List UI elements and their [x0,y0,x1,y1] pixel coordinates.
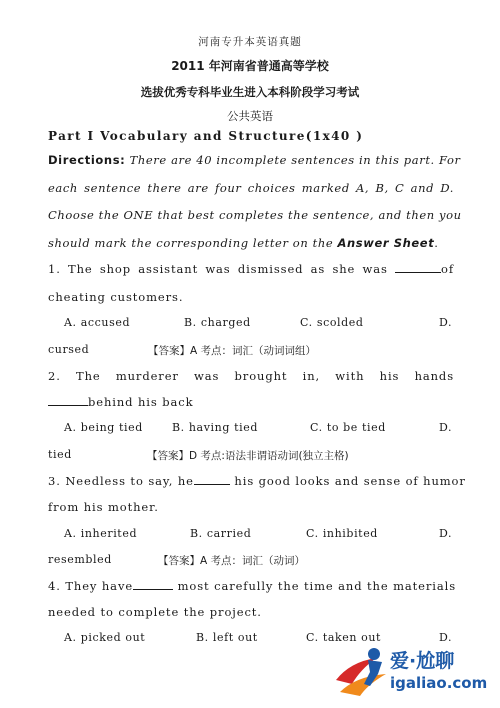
directions-label: Directions: [48,153,126,167]
question-4-stem-line-2: needed to complete the project. [48,605,262,619]
question-number: 4. [48,579,61,593]
question-1-option-b: B. charged [184,316,251,329]
question-2-answer: 【答案】D 考点:语法非谓语动词(独立主格) [147,450,349,462]
question-3-option-b: B. carried [190,527,252,540]
directions-text-4: should mark the corresponding letter on the [48,236,338,250]
question-4-option-c: C. taken out [306,631,382,644]
question-1-option-a: A. accused [64,316,131,329]
directions-text-1: There are 40 incomplete sentences in this part. For [129,153,461,167]
directions-line-2 [48,181,454,195]
exam-title: 2011 年河南省普通高等学校 [171,59,329,73]
question-1-option-d: D. [439,316,453,329]
question-3-stem [48,474,466,488]
question-3-option-d-text: resembled [48,553,112,566]
question-2-stem-line-2 [48,395,193,409]
question-4-text-end: most carefully the time and the materials [173,579,457,593]
part-title: Part Ⅰ Vocabulary and Structure(1x40 ) [48,129,364,143]
answer-sheet-label: Answer Sheet [337,236,435,250]
question-2-text: The murderer was brought in, with his hands [76,369,454,383]
question-3-text: Needless to say, he [65,474,194,488]
question-3-stem-line-2: from his mother. [48,500,159,514]
question-3-option-c: C. inhibited [306,527,378,540]
question-number: 1. [48,262,61,276]
question-number: 3. [48,474,61,488]
watermark-url: igaliao.com [390,674,488,692]
directions-text-2: each sentence there are four choices marked A, B, C and D. [48,181,454,195]
question-4-text: They have [65,579,134,593]
question-4-option-b: B. left out [196,631,258,644]
question-3-option-d: D. [439,527,453,540]
answer-blank [395,262,441,273]
question-1-stem [48,262,454,276]
subject-title: 公共英语 [227,109,273,123]
question-2-text-end: behind his back [88,395,194,409]
question-4-stem [48,579,457,593]
question-3-text-end: his good looks and sense of humor [229,474,466,488]
question-2-stem [48,369,454,383]
question-2-option-b: B. having tied [172,421,258,434]
watermark-brand: 爱·尬聊 [390,650,455,672]
question-1-answer: 【答案】A 考点：词汇（动词词组） [148,345,317,357]
logo-head [368,648,380,660]
question-2-option-d-text: tied [48,448,72,461]
question-4-option-d: D. [439,631,453,644]
question-3-answer: 【答案】A 考点：词汇（动词） [158,555,306,567]
directions-line-1 [48,153,461,167]
directions-line-3 [48,208,462,222]
question-2-option-d: D. [439,421,453,434]
document-header: 河南专升本英语真题 [198,36,302,48]
question-1-option-d-text: cursed [48,343,90,356]
question-4-option-a: A. picked out [64,631,146,644]
directions-text-3: Choose the ONE that best completes the sentence, and then you [48,208,462,222]
answer-blank [133,579,173,590]
directions-period: . [434,236,439,250]
answer-blank [48,395,88,406]
question-1-text-end: of [441,262,454,276]
directions-line-4 [48,236,454,250]
question-1-option-c: C. scolded [300,316,364,329]
answer-blank [194,474,230,485]
question-2-option-a: A. being tied [64,421,143,434]
question-number: 2. [48,369,61,383]
question-2-option-c: C. to be tied [310,421,386,434]
question-1-text: The shop assistant was dismissed as she was [68,262,396,276]
exam-subtitle: 选拔优秀专科毕业生进入本科阶段学习考试 [140,85,360,99]
question-3-option-a: A. inherited [64,527,138,540]
question-1-stem-line-2: cheating customers. [48,290,184,304]
